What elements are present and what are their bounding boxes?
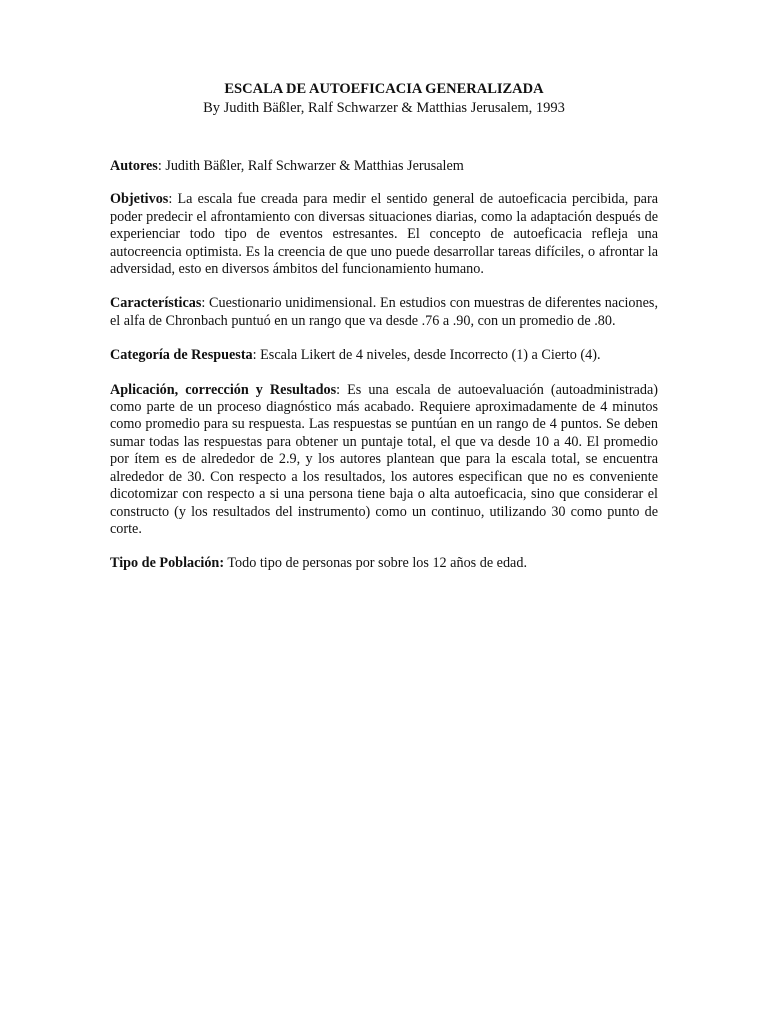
section-tipo-poblacion (110, 555, 658, 572)
document-subtitle: By Judith Bäßler, Ralf Schwarzer & Matthias Jerusalem, 1993 (203, 100, 565, 116)
section-text-objetivos: : La escala fue creada para medir el sentido general de autoeficacia percibida, para poder predecir el afrontamiento con diversas situaciones diarias, como la adaptación después de experienciar todo tipo de eventos estresantes. El concepto de autoeficacia refleja una autocreencia optimista. Es la creencia de que uno puede desarrollar tareas difíciles, o afrontar la adversidad, esto en diversos ámbitos del funcionamiento humano. (110, 191, 658, 278)
section-label-objetivos: Objetivos (110, 191, 169, 208)
section-text-autores: : Judith Bäßler, Ralf Schwarzer & Matthias Jerusalem (157, 158, 464, 174)
section-text-caracteristicas: : Cuestionario unidimensional. En estudios con muestras de diferentes naciones, el alfa de Chronbach puntuó en un rango que va desde .76 a .90, con un promedio de .80. (110, 295, 658, 329)
section-autores (110, 158, 658, 175)
section-text-categoria: : Escala Likert de 4 niveles, desde Incorrecto (1) a Cierto (4). (252, 347, 601, 364)
section-label-categoria: Categoría de Respuesta (110, 347, 253, 364)
section-objetivos (110, 191, 658, 278)
section-label-autores: Autores (110, 158, 158, 174)
section-text-tipo-poblacion: Todo tipo de personas por sobre los 12 años de edad. (224, 555, 527, 572)
section-label-tipo-poblacion: Tipo de Población: (110, 555, 225, 572)
section-text-aplicacion: : Es una escala de autoevaluación (autoadministrada) como parte de un proceso diagnóstico más acabado. Requiere aproximadamente de 4 minutos como promedio para su respuesta. Las respuestas se puntúan en un rango de 4 puntos. Se deben sumar todas las respuestas para obtener un puntaje total, el que va desde 10 a 40. El promedio por ítem es de alrededor de 2.9, y los autores plantean que para la escala total, se encuentra alrededor de 30. Con respecto a los resultados, los autores especifican que no es conveniente dicotomizar con respecto a si una persona tiene baja o alta autoeficacia, sino que considerar el constructo (y los resultados del instrumento) como un continuo, utilizando 30 como punto de corte. (110, 381, 659, 537)
section-label-caracteristicas: Características (110, 295, 202, 312)
section-label-aplicacion: Aplicación, corrección y Resultados (110, 381, 337, 398)
section-caracteristicas (110, 295, 658, 330)
section-aplicacion (110, 382, 658, 539)
section-categoria (110, 347, 658, 364)
document-page (110, 80, 658, 573)
document-title: ESCALA DE AUTOEFICACIA GENERALIZADA (224, 81, 544, 97)
